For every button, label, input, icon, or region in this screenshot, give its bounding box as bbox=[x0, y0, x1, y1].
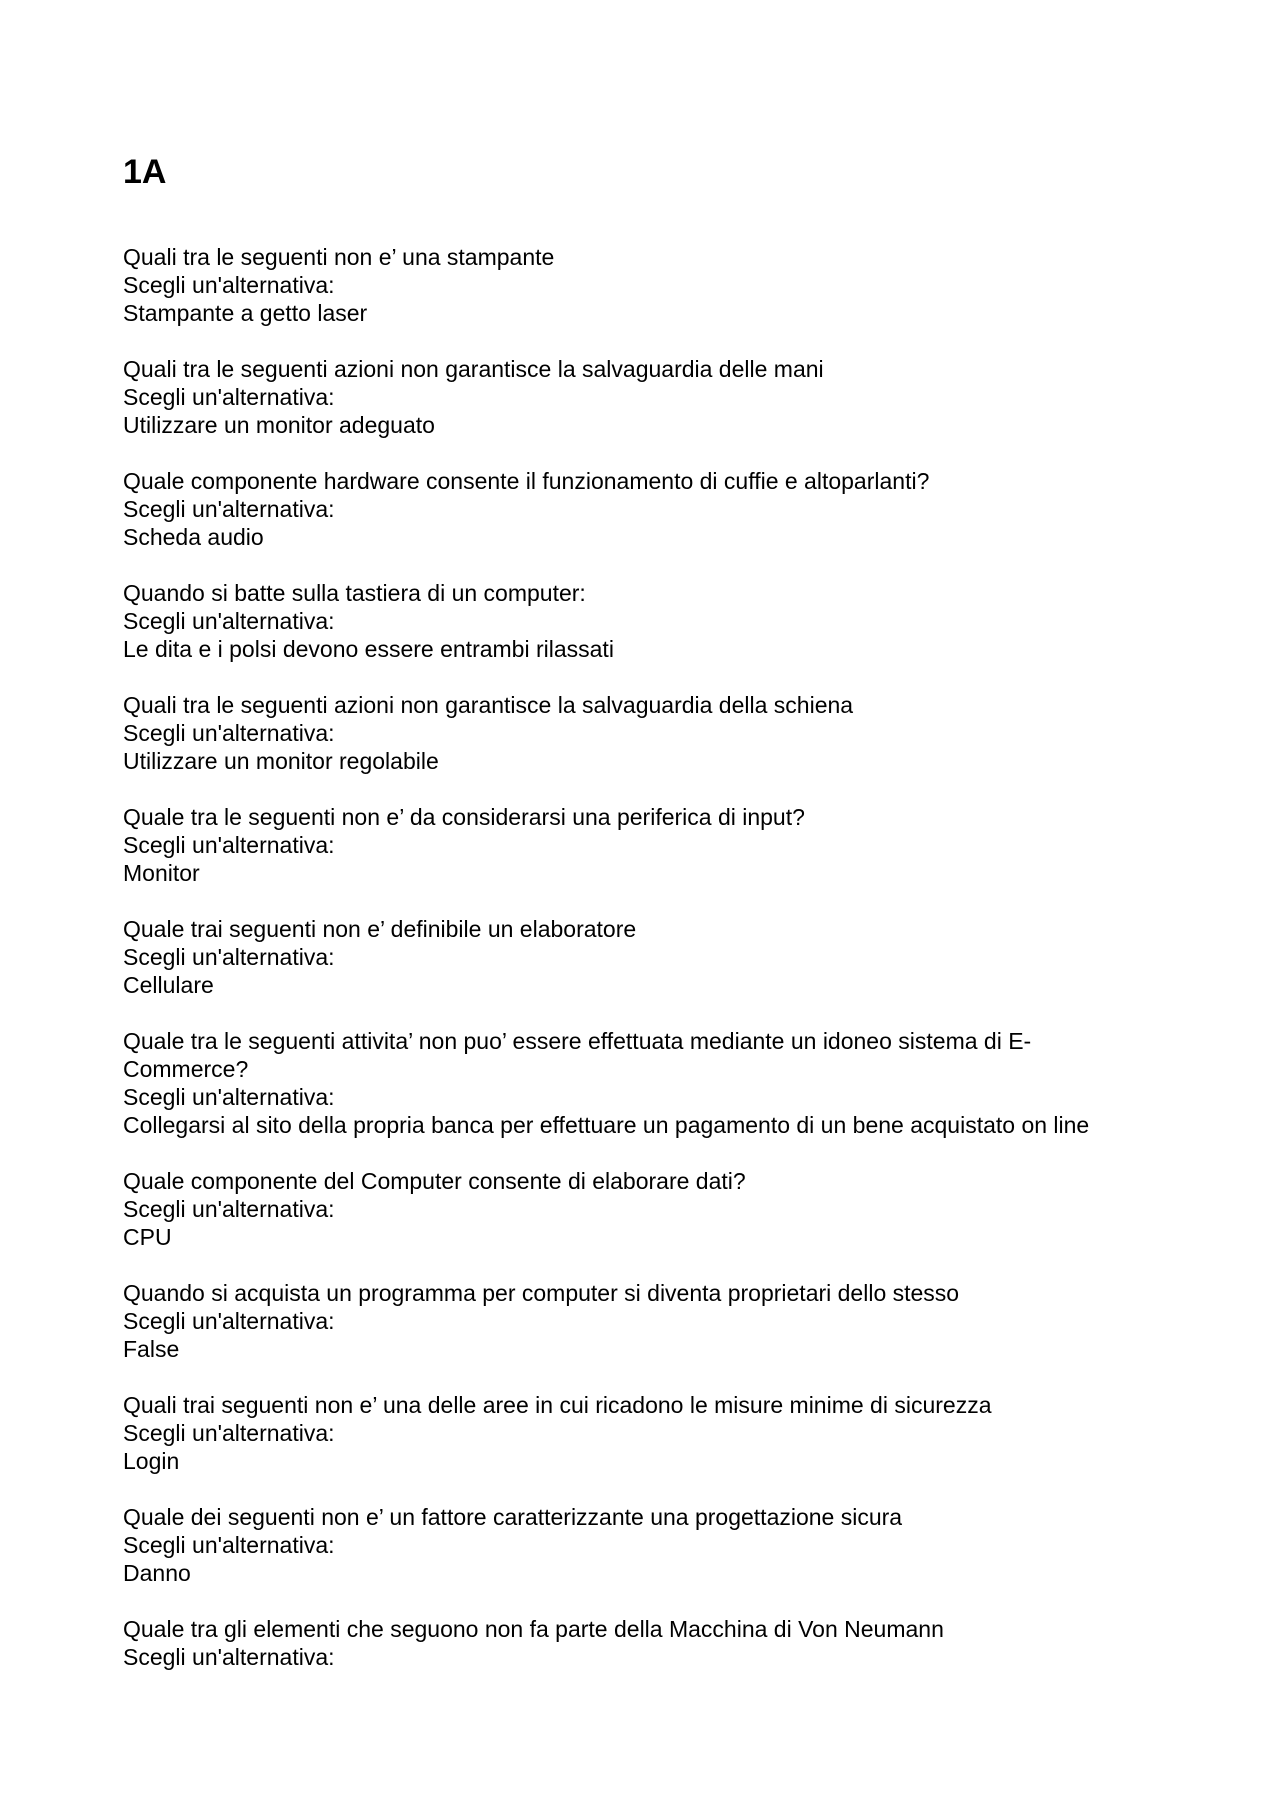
question-text: Quale componente del Computer consente di elaborare dati? bbox=[123, 1168, 746, 1194]
question-text: Quali tra le seguenti azioni non garantisce la salvaguardia della schiena bbox=[123, 692, 854, 718]
question-block bbox=[123, 243, 1133, 327]
question-text: Quali tra le seguenti azioni non garantisce la salvaguardia delle mani bbox=[123, 356, 824, 382]
prompt-label: Scegli un'alternativa: bbox=[123, 1196, 335, 1222]
answer-text: Le dita e i polsi devono essere entrambi rilassati bbox=[123, 636, 614, 662]
prompt-label: Scegli un'alternativa: bbox=[123, 272, 335, 298]
question-block bbox=[123, 1279, 1133, 1363]
answer-text: CPU bbox=[123, 1224, 172, 1250]
answer-text: Collegarsi al sito della propria banca per effettuare un pagamento di un bene acquistato on line bbox=[123, 1112, 1090, 1138]
prompt-label: Scegli un'alternativa: bbox=[123, 1084, 335, 1110]
prompt-label: Scegli un'alternativa: bbox=[123, 384, 335, 410]
answer-text: Danno bbox=[123, 1560, 191, 1586]
question-block bbox=[123, 1391, 1133, 1475]
answer-text: Utilizzare un monitor regolabile bbox=[123, 748, 439, 774]
prompt-label: Scegli un'alternativa: bbox=[123, 832, 335, 858]
prompt-label: Scegli un'alternativa: bbox=[123, 1308, 335, 1334]
answer-text: False bbox=[123, 1336, 180, 1362]
question-text: Quale trai seguenti non e’ definibile un elaboratore bbox=[123, 916, 637, 942]
question-text: Quali tra le seguenti non e’ una stampante bbox=[123, 244, 555, 270]
answer-text: Cellulare bbox=[123, 972, 214, 998]
question-text: Quando si batte sulla tastiera di un computer: bbox=[123, 580, 586, 606]
answer-text: Login bbox=[123, 1448, 180, 1474]
answer-text: Utilizzare un monitor adeguato bbox=[123, 412, 435, 438]
prompt-label: Scegli un'alternativa: bbox=[123, 496, 335, 522]
question-block bbox=[123, 579, 1133, 663]
prompt-label: Scegli un'alternativa: bbox=[123, 720, 335, 746]
prompt-label: Scegli un'alternativa: bbox=[123, 608, 335, 634]
question-block bbox=[123, 1167, 1133, 1251]
prompt-label: Scegli un'alternativa: bbox=[123, 1644, 335, 1670]
question-block bbox=[123, 1503, 1133, 1587]
prompt-label: Scegli un'alternativa: bbox=[123, 944, 335, 970]
answer-text: Scheda audio bbox=[123, 524, 264, 550]
question-block bbox=[123, 691, 1133, 775]
question-text: Quali trai seguenti non e’ una delle aree in cui ricadono le misure minime di sicurezza bbox=[123, 1392, 992, 1418]
question-text: Quale tra le seguenti non e’ da considerarsi una periferica di input? bbox=[123, 804, 805, 830]
answer-text: Stampante a getto laser bbox=[123, 300, 368, 326]
question-block bbox=[123, 915, 1133, 999]
answer-text: Monitor bbox=[123, 860, 200, 886]
prompt-label: Scegli un'alternativa: bbox=[123, 1532, 335, 1558]
question-block bbox=[123, 803, 1133, 887]
question-block bbox=[123, 1615, 1133, 1671]
question-text: Quale tra le seguenti attivita’ non puo’ essere effettuata mediante un idoneo sistema di E- Commerce? bbox=[123, 1028, 1032, 1082]
question-text: Quale componente hardware consente il funzionamento di cuffie e altoparlanti? bbox=[123, 468, 930, 494]
question-text: Quale tra gli elementi che seguono non fa parte della Macchina di Von Neumann bbox=[123, 1616, 944, 1642]
question-block bbox=[123, 355, 1133, 439]
question-block bbox=[123, 1027, 1133, 1139]
document-page bbox=[123, 152, 1133, 1699]
question-text: Quale dei seguenti non e’ un fattore caratterizzante una progettazione sicura bbox=[123, 1504, 903, 1530]
question-text: Quando si acquista un programma per computer si diventa proprietari dello stesso bbox=[123, 1280, 960, 1306]
prompt-label: Scegli un'alternativa: bbox=[123, 1420, 335, 1446]
document-title: 1A bbox=[123, 153, 167, 191]
question-block bbox=[123, 467, 1133, 551]
